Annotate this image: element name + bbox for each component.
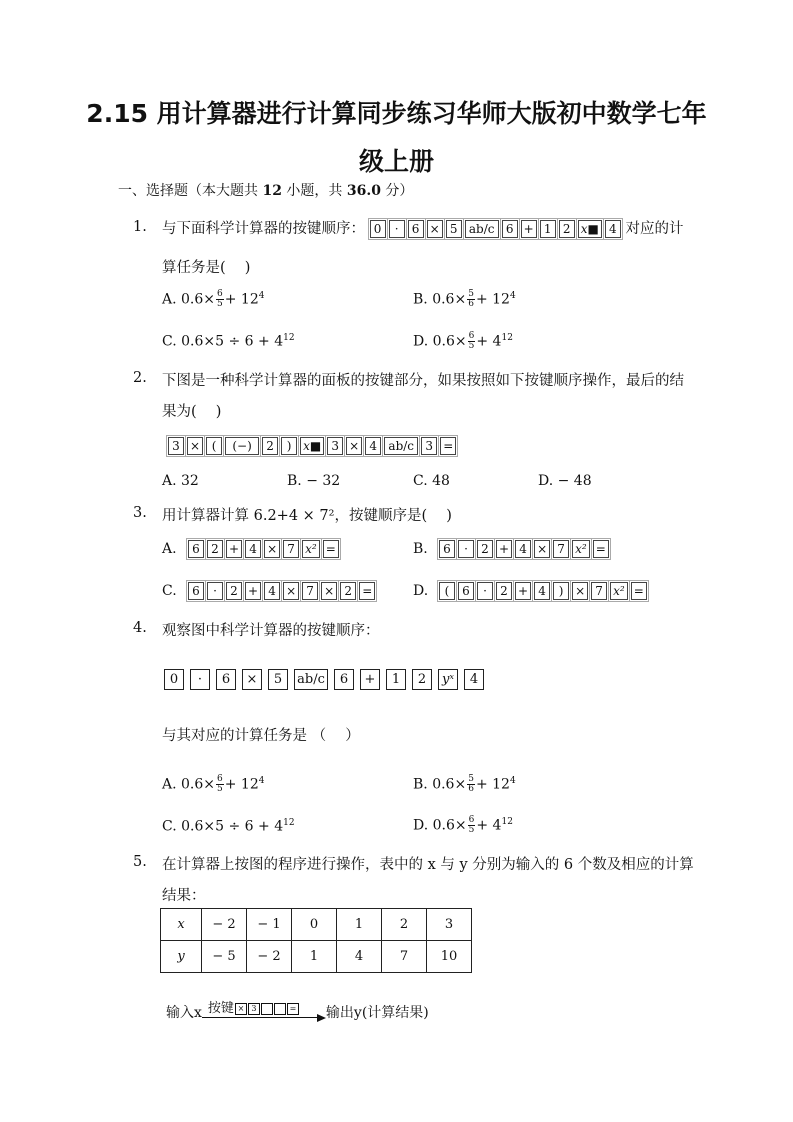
calculator-key: =: [440, 437, 456, 455]
q1-option-b[interactable]: B. 0.6× $\frac{5}{6}$ + $12^4$: [413, 289, 516, 309]
q4-option-d[interactable]: D. 0.6× $\frac{6}{5}$ + $4^{12}$: [413, 815, 513, 835]
q3-number: 3.: [133, 505, 147, 521]
calculator-key: 6: [439, 540, 455, 558]
calculator-key: 4: [464, 669, 484, 690]
calculator-key: ab/c: [384, 437, 418, 455]
flow-key-box: ×: [235, 1003, 247, 1015]
calculator-key: 6: [334, 669, 354, 690]
calculator-key: ×: [321, 582, 337, 600]
table-cell: 3: [427, 909, 472, 941]
calculator-key: 0: [164, 669, 184, 690]
flow-output: 输出y(计算结果): [325, 1005, 429, 1021]
calculator-key: (: [439, 582, 455, 600]
flow-input: 输入x: [166, 1005, 202, 1021]
xy-table: [160, 908, 472, 973]
q1-option-a[interactable]: A. 0.6× $\frac{6}{5}$ + $12^4$: [162, 289, 265, 309]
q4-text: 观察图中科学计算器的按键顺序：: [162, 623, 380, 639]
calculator-key: 2: [496, 582, 512, 600]
calculator-key: x■: [578, 220, 602, 238]
q1-option-d[interactable]: D. 0.6× $\frac{6}{5}$ + $4^{12}$: [413, 331, 513, 351]
q4-option-c[interactable]: C. $0.6\times 5 \div 6 + 4^{12}$: [162, 818, 295, 835]
calculator-key: 4: [245, 540, 261, 558]
table-header-y: y: [161, 941, 202, 973]
calculator-key: 6: [502, 220, 518, 238]
q3-option-c[interactable]: C. 6 · 2 + 4 × 7 × 2 =: [162, 582, 375, 600]
calculator-key: ×: [283, 582, 299, 600]
fraction: $\frac{6}{5}$: [468, 331, 475, 351]
calculator-key: 7: [283, 540, 299, 558]
fraction: $\frac{6}{5}$: [217, 774, 223, 794]
calculator-key: ·: [458, 540, 474, 558]
calculator-key: 7: [553, 540, 569, 558]
table-cell: 2: [382, 909, 427, 941]
q4-key-sequence: [164, 669, 484, 690]
calculator-key: 4: [534, 582, 550, 600]
q2-key-sequence: [168, 437, 456, 455]
q3-option-a[interactable]: A. 6 2 + 4 × 7 x² =: [162, 540, 339, 558]
flow-key-box: [274, 1003, 286, 1015]
q1-key-sequence: [370, 220, 621, 238]
q1-option-c[interactable]: C. $0.6\times 5 \div 6 + 4^{12}$: [162, 333, 295, 350]
calculator-key: ·: [190, 669, 210, 690]
program-flow: [166, 1002, 429, 1022]
q2-key-sequence-row: [168, 435, 456, 455]
flow-key-box: [261, 1003, 273, 1015]
calculator-key: 4: [605, 220, 621, 238]
calculator-key: ×: [264, 540, 280, 558]
calculator-key: 6: [188, 540, 204, 558]
q4-key-sequence-row: [164, 669, 484, 690]
q2-option-c[interactable]: C. 48: [413, 473, 450, 489]
calculator-key: (−): [225, 437, 259, 455]
calculator-key: 7: [591, 582, 607, 600]
q3-c-key-sequence: [188, 582, 375, 600]
calculator-key: 2: [412, 669, 432, 690]
calculator-key: 1: [540, 220, 556, 238]
calculator-key: 2: [477, 540, 493, 558]
q5-line2: 结果：: [162, 888, 206, 904]
calculator-key: (: [206, 437, 222, 455]
calculator-key: ·: [477, 582, 493, 600]
calculator-key: 3: [327, 437, 343, 455]
section-header: 一、选择题（本大题共 12 小题，共 36.0 分）: [118, 183, 414, 199]
calculator-key: 6: [216, 669, 236, 690]
table-cell: 1: [292, 941, 337, 973]
q3-option-d[interactable]: D. ( 6 · 2 + 4 ) × 7 x² =: [413, 582, 647, 600]
calculator-key: 0: [370, 220, 386, 238]
table-cell: − 2: [247, 941, 292, 973]
q3-text: 用计算器计算 6.2+4 × 7²，按键顺序是( ): [162, 508, 452, 524]
table-row-x: [161, 909, 472, 941]
q2-line1: 下图是一种科学计算器的面板的按键部分，如果按照如下按键顺序操作，最后的结: [162, 373, 684, 389]
calculator-key: 4: [365, 437, 381, 455]
calculator-key: 2: [559, 220, 575, 238]
table-cell: 0: [292, 909, 337, 941]
q4-text2: 与其对应的计算任务是 （ ）: [162, 728, 360, 744]
q2-option-d[interactable]: D. − 48: [538, 473, 592, 489]
calculator-key: 5: [268, 669, 288, 690]
calculator-key: ×: [187, 437, 203, 455]
calculator-key: =: [323, 540, 339, 558]
calculator-key: 1: [386, 669, 406, 690]
calculator-key: =: [359, 582, 375, 600]
calculator-key: x²: [610, 582, 628, 600]
table-cell: − 1: [247, 909, 292, 941]
q1-number: 1.: [133, 219, 147, 235]
calculator-key: 3: [168, 437, 184, 455]
arrow-line: [202, 1017, 318, 1018]
flow-label: 按键 × 3 =: [208, 997, 299, 1016]
table-row-y: [161, 941, 472, 973]
calculator-key: +: [245, 582, 261, 600]
calculator-key: ×: [572, 582, 588, 600]
calculator-key: ab/c: [465, 220, 499, 238]
q4-number: 4.: [133, 620, 147, 636]
calculator-key: x■: [300, 437, 324, 455]
calculator-key: +: [515, 582, 531, 600]
calculator-key: +: [226, 540, 242, 558]
calculator-key: 2: [207, 540, 223, 558]
calculator-key: +: [496, 540, 512, 558]
calculator-key: ×: [534, 540, 550, 558]
calculator-key: =: [593, 540, 609, 558]
title-line-2: 级上册: [358, 147, 434, 176]
flow-key-box: =: [287, 1003, 299, 1015]
calculator-key: 6: [458, 582, 474, 600]
q4-option-a[interactable]: A. 0.6× $\frac{6}{5}$ + $12^4$: [162, 774, 265, 794]
calculator-key: ×: [346, 437, 362, 455]
q3-a-key-sequence: [188, 540, 339, 558]
q1-line2: 算任务是( ): [162, 260, 251, 276]
calculator-key: ab/c: [294, 669, 328, 690]
table-cell: 10: [427, 941, 472, 973]
calculator-key: 4: [264, 582, 280, 600]
calculator-key: =: [631, 582, 647, 600]
flow-arrow: [202, 1001, 326, 1022]
calculator-key: x²: [572, 540, 590, 558]
q5-number: 5.: [133, 854, 147, 870]
title-line-1: 2.15 用计算器进行计算同步练习华师大版初中数学七年: [86, 99, 707, 128]
calculator-key: 2: [262, 437, 278, 455]
table-cell: 1: [337, 909, 382, 941]
q3-b-key-sequence: [439, 540, 609, 558]
calculator-key: 7: [302, 582, 318, 600]
q2-option-b[interactable]: B. − 32: [287, 473, 341, 489]
table-cell: 7: [382, 941, 427, 973]
q5-line1: 在计算器上按图的程序进行操作，表中的 x 与 y 分别为输入的 6 个数及相应的计算: [162, 857, 694, 873]
calculator-key: 6: [188, 582, 204, 600]
q2-line2: 果为( ): [162, 404, 222, 420]
table-cell: − 2: [202, 909, 247, 941]
q3-d-key-sequence: [439, 582, 647, 600]
fraction: $\frac{5}{6}$: [468, 774, 474, 794]
calculator-key: 6: [408, 220, 424, 238]
fraction: $\frac{6}{5}$: [217, 289, 223, 309]
q2-option-a[interactable]: A. 32: [162, 473, 199, 489]
calculator-key: +: [360, 669, 380, 690]
calculator-key: ·: [207, 582, 223, 600]
fraction: $\frac{6}{5}$: [468, 815, 475, 835]
calculator-key: ): [281, 437, 297, 455]
calculator-key: 4: [515, 540, 531, 558]
flow-key-box: 3: [248, 1003, 260, 1015]
calculator-key: 3: [421, 437, 437, 455]
calculator-key: x²: [302, 540, 320, 558]
calculator-key: 2: [226, 582, 242, 600]
flow-key-boxes: [234, 1001, 299, 1016]
calculator-key: yˣ: [438, 669, 458, 690]
calculator-key: ): [553, 582, 569, 600]
fraction: $\frac{5}{6}$: [468, 289, 474, 309]
table-cell: 4: [337, 941, 382, 973]
calculator-key: 5: [446, 220, 462, 238]
calculator-key: ×: [427, 220, 443, 238]
q3-option-b[interactable]: B. 6 · 2 + 4 × 7 x² =: [413, 540, 609, 558]
calculator-key: 2: [340, 582, 356, 600]
calculator-key: ×: [242, 669, 262, 690]
calculator-key: +: [521, 220, 537, 238]
q4-option-b[interactable]: B. 0.6× $\frac{5}{6}$ + $12^4$: [413, 774, 516, 794]
arrow-head-icon: [317, 1014, 326, 1022]
q2-number: 2.: [133, 370, 147, 386]
calculator-key: ·: [389, 220, 405, 238]
table-cell: − 5: [202, 941, 247, 973]
table-header-x: x: [161, 909, 202, 941]
q1-line1: 与下面科学计算器的按键顺序： 0 · 6 × 5 ab/c 6 + 1 2 x■ 4 对应的计: [162, 221, 684, 237]
